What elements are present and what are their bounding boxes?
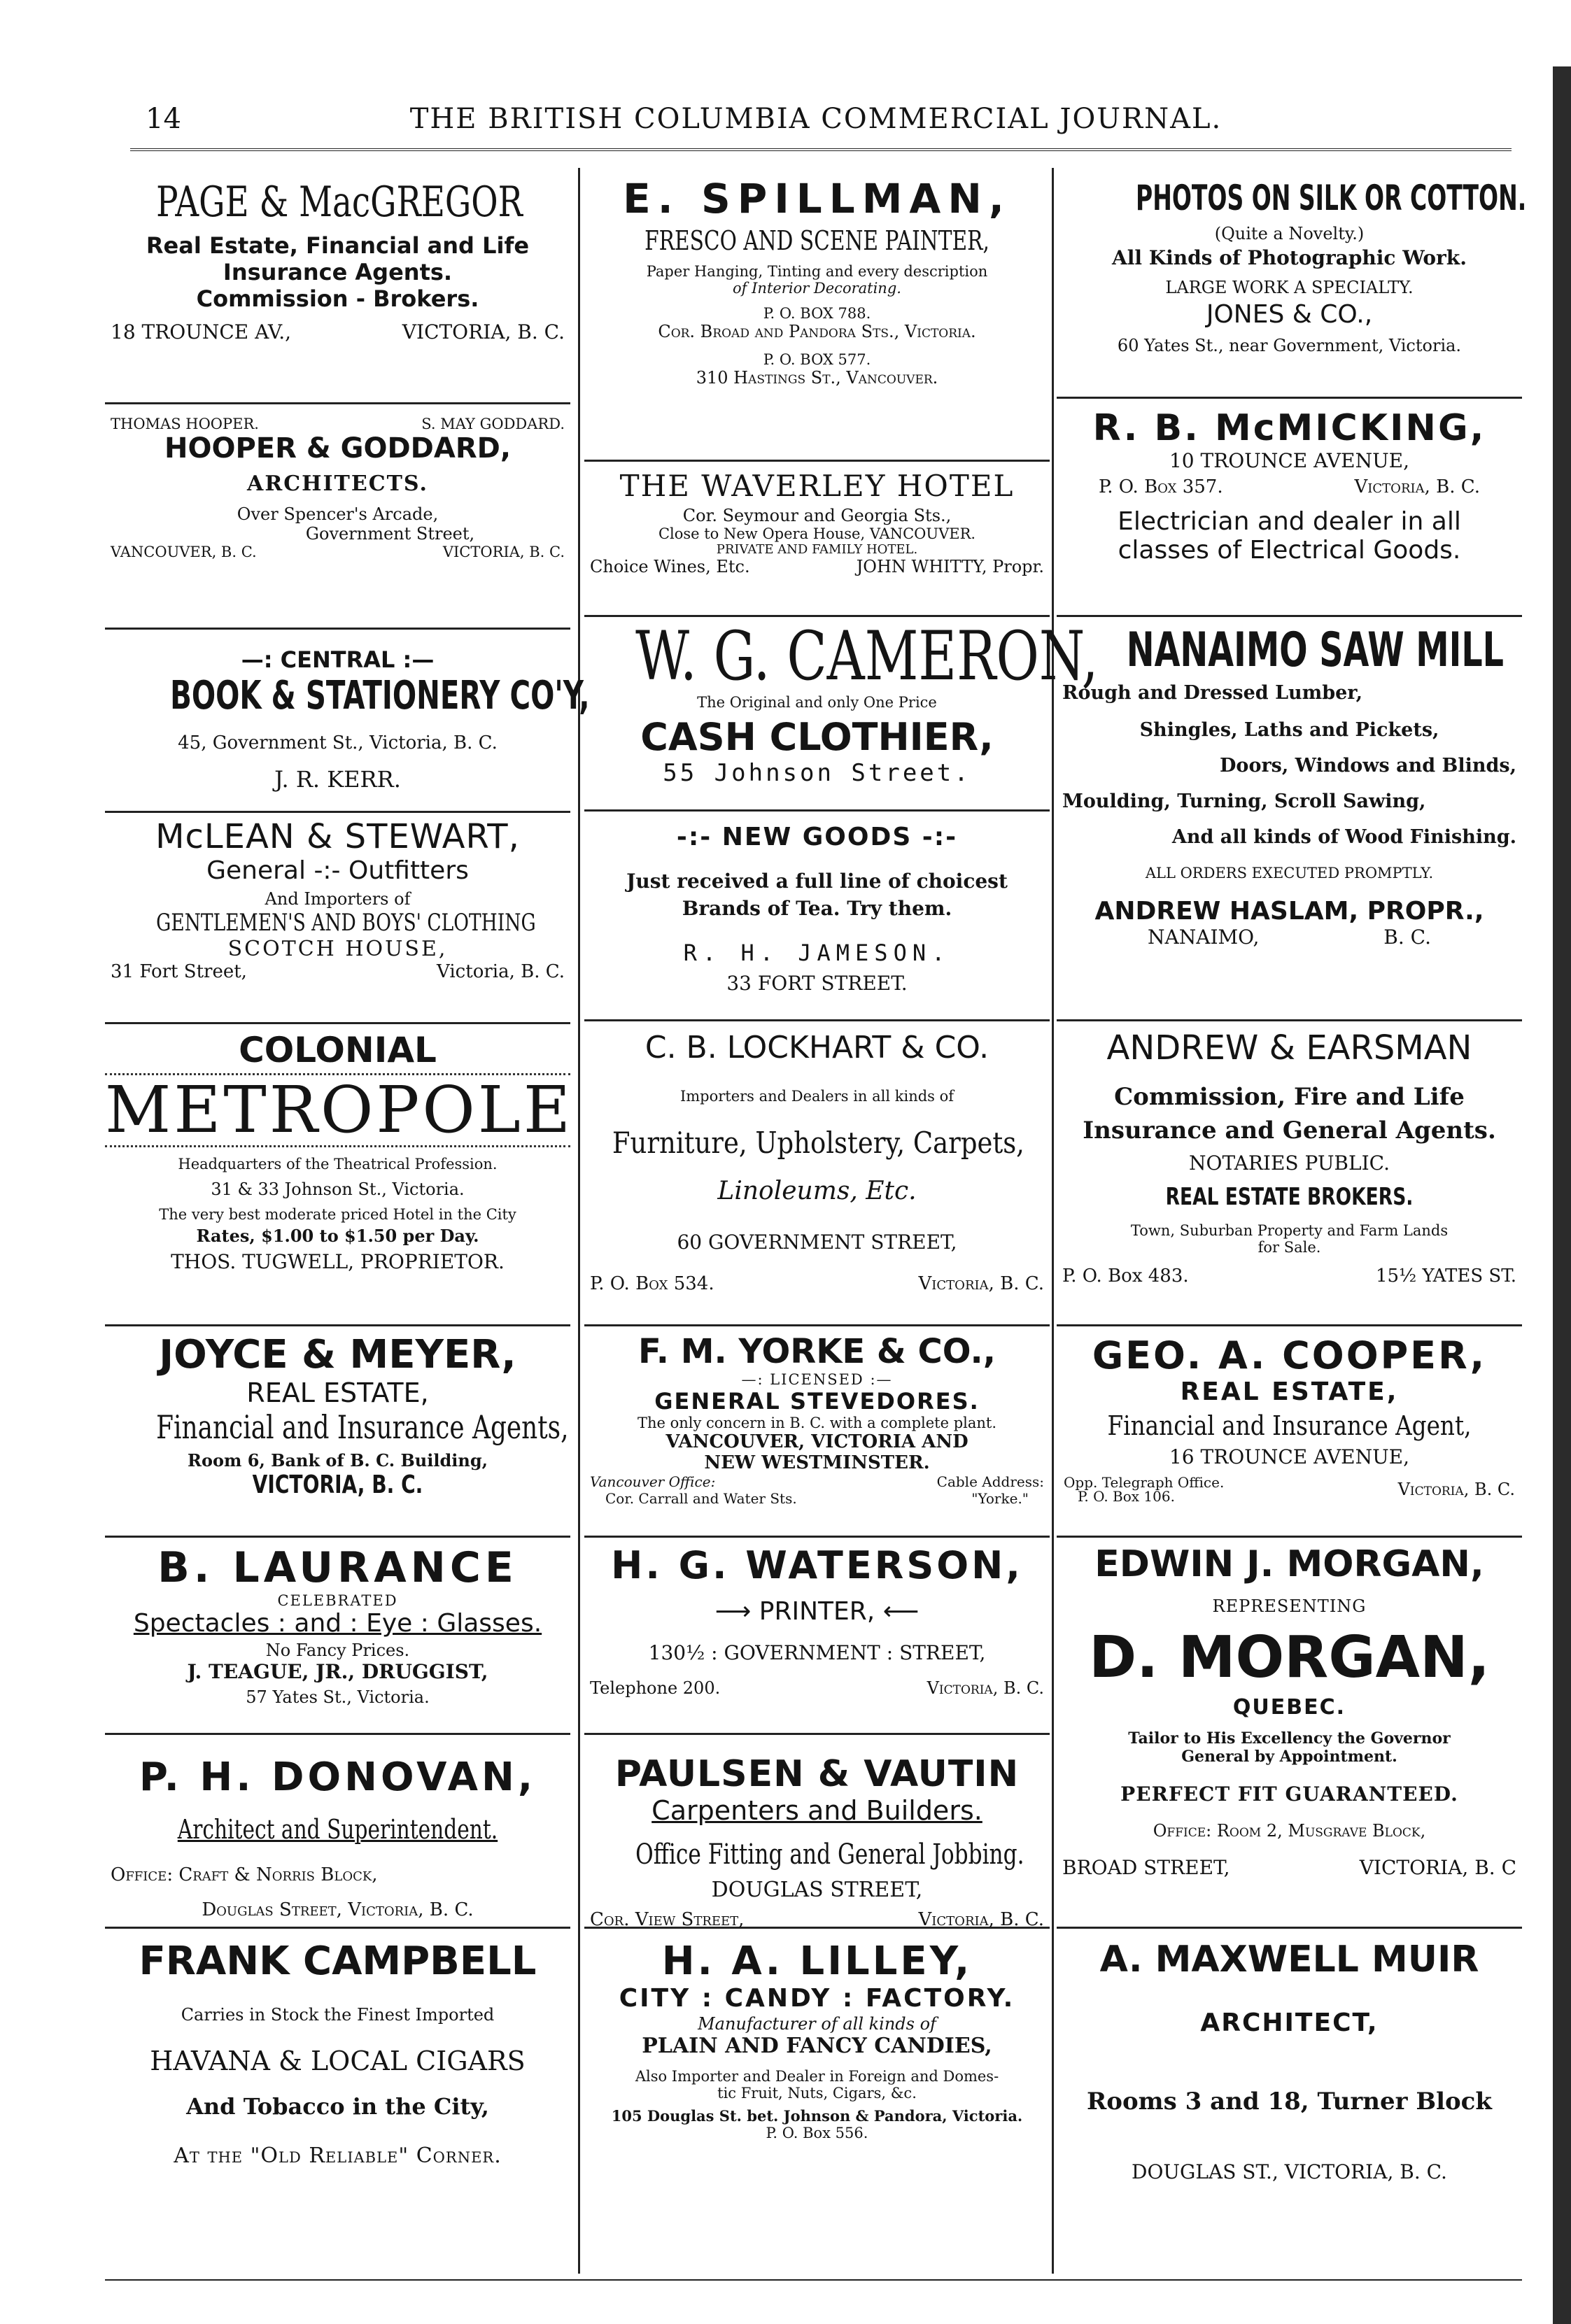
ad-line: Spectacles : and : Eye : Glasses.	[133, 1609, 542, 1638]
ad-address: 18 TROUNCE AV.,	[111, 320, 292, 343]
ad-line: Town, Suburban Property and Farm Lands	[1130, 1222, 1449, 1239]
ad-line: tic Fruit, Nuts, Cigars, &c.	[717, 2085, 917, 2102]
advertiser-name: JOYCE & MEYER,	[159, 1332, 516, 1377]
ad-line: And Tobacco in the City,	[186, 2093, 489, 2120]
ad-line: The only concern in B. C. with a complete plant.	[637, 1415, 997, 1431]
ad-line: CELEBRATED	[277, 1592, 398, 1609]
advertiser-name: HOOPER & GODDARD,	[164, 432, 512, 465]
ad-address: 55 Johnson Street.	[663, 759, 971, 787]
ad-line: Insurance and General Agents.	[1083, 1117, 1496, 1145]
ad-line: General -:- Outfitters	[206, 856, 469, 885]
ad-line: Architect and Superintendent.	[177, 1814, 498, 1845]
ad-nanaimo	[1057, 617, 1522, 1021]
ad-line: NEW WESTMINSTER.	[704, 1452, 930, 1473]
ad-line: Real Estate, Financial and Life	[146, 232, 530, 259]
ad-line: Carpenters and Builders.	[651, 1795, 982, 1826]
hotel-name: METROPOLE	[105, 1072, 573, 1147]
ad-donovan	[105, 1735, 570, 1929]
ad-address: Room 6, Bank of B. C. Building,	[188, 1450, 488, 1471]
ad-proprietor: JOHN WHITTY, Propr.	[856, 557, 1044, 576]
ad-mcmicking	[1057, 399, 1522, 617]
ad-address: 105 Douglas St. bet. Johnson & Pandora, Victoria.	[611, 2107, 1023, 2125]
ad-city: VICTORIA, B. C.	[252, 1471, 423, 1499]
ad-line: Over Spencer's Arcade,	[237, 504, 439, 524]
page-edge-bar	[1553, 66, 1571, 2324]
ad-address: 31 & 33 Johnson St., Victoria.	[211, 1179, 465, 1199]
ad-address: Rooms 3 and 18, Turner Block	[1087, 2088, 1492, 2116]
ad-line: And Importers of	[265, 889, 411, 909]
ad-line: Financial and Insurance Agents,	[156, 1408, 569, 1446]
ad-line: Electrician and dealer in all	[1118, 507, 1461, 536]
ad-photos	[1057, 168, 1527, 399]
ad-line: Just received a full line of choicest	[626, 870, 1008, 893]
ad-line: Rough and Dressed Lumber,	[1062, 682, 1362, 704]
ad-line: GENERAL STEVEDORES.	[654, 1388, 980, 1415]
advertiser-name: H. A. LILLEY,	[661, 1939, 973, 1984]
ad-line: The very best moderate priced Hotel in the City	[159, 1206, 516, 1223]
advertiser-name: BOOK & STATIONERY CO'Y,	[170, 673, 590, 718]
ad-colonial-metropole	[105, 1024, 573, 1326]
ad-address: 10 TROUNCE AVENUE,	[1169, 449, 1410, 472]
ad-province: B. C.	[1383, 926, 1431, 949]
advertiser-name: EDWIN J. MORGAN,	[1094, 1543, 1484, 1585]
column-left	[105, 168, 590, 2274]
ad-line: VANCOUVER, VICTORIA AND	[665, 1431, 968, 1452]
advertiser-name: PHOTOS ON SILK OR COTTON.	[1136, 178, 1527, 218]
printer-line	[584, 1597, 1050, 1626]
ad-lilley	[584, 1929, 1050, 2274]
ad-line: CITY : CANDY : FACTORY.	[619, 1984, 1015, 2013]
ad-city: Victoria, B. C.	[1354, 476, 1480, 497]
ad-line: Government Street,	[305, 524, 475, 544]
ad-line: of Interior Decorating.	[733, 280, 901, 297]
ad-line: ARCHITECT,	[1200, 2008, 1379, 2037]
ad-line: LARGE WORK A SPECIALTY.	[1165, 278, 1414, 297]
ad-proprietor: JONES & CO.,	[1206, 300, 1373, 329]
ad-laurance	[105, 1538, 570, 1735]
advertiser-name: H. G. WATERSON,	[611, 1543, 1023, 1587]
column-divider-right	[1052, 168, 1054, 2274]
ad-line: Insurance Agents.	[223, 259, 453, 285]
ad-cameron	[584, 617, 1099, 812]
ad-line: Linoleums, Etc.	[717, 1177, 917, 1205]
ad-address: DOUGLAS ST., VICTORIA, B. C.	[1132, 2160, 1447, 2183]
ad-line: QUEBEC.	[1232, 1695, 1346, 1720]
ad-line: REAL ESTATE,	[246, 1377, 429, 1408]
ad-line: NOTARIES PUBLIC.	[1189, 1152, 1390, 1175]
ad-line: Tailor to His Excellency the Governor	[1128, 1729, 1451, 1748]
ad-line: General by Appointment.	[1181, 1748, 1397, 1766]
ad-line: FRESCO AND SCENE PAINTER,	[644, 225, 989, 256]
ad-mclean-stewart	[105, 813, 570, 1024]
ad-address: 60 Yates St., near Government, Victoria.	[1117, 336, 1462, 355]
office-label: Vancouver Office:	[590, 1473, 716, 1490]
ad-line: Paper Hanging, Tinting and every description	[646, 263, 988, 280]
ad-line: Commission, Fire and Life	[1114, 1083, 1465, 1111]
column-right	[1057, 168, 1527, 2274]
column-divider-left	[578, 168, 580, 2274]
ad-earsman	[1057, 1021, 1522, 1326]
po-box: P. O. Box 556.	[766, 2125, 868, 2141]
ad-line: The Original and only One Price	[697, 694, 937, 711]
advertiser-name: THE WAVERLEY HOTEL	[619, 469, 1015, 503]
ad-line: And all kinds of Wood Finishing.	[1171, 826, 1516, 848]
ad-line: ALL ORDERS EXECUTED PROMPTLY.	[1145, 865, 1434, 881]
advertiser-name: E. SPILLMAN,	[623, 175, 1011, 222]
ad-proprietor: ANDREW HASLAM, PROPR.,	[1094, 897, 1484, 926]
ad-hooper-goddard	[105, 404, 570, 630]
telephone: Telephone 200.	[590, 1678, 721, 1698]
ad-line: All Kinds of Photographic Work.	[1112, 246, 1467, 269]
ad-proprietor: J. R. KERR.	[274, 766, 401, 793]
ad-line: Shingles, Laths and Pickets,	[1139, 719, 1439, 741]
ad-line: Rates, $1.00 to $1.50 per Day.	[196, 1226, 479, 1246]
ad-city: VICTORIA, B. C.	[402, 320, 565, 343]
ad-line: Commission - Brokers.	[196, 285, 479, 312]
ad-line: Also Importer and Dealer in Foreign and Domes-	[635, 2068, 999, 2085]
ad-city: VICTORIA, B. C.	[442, 544, 565, 560]
ad-line: Doors, Windows and Blinds,	[1220, 755, 1516, 777]
footer-rule	[105, 2279, 1522, 2281]
po-box: P. O. Box 106.	[1078, 1488, 1175, 1505]
ad-proprietor: THOS. TUGWELL, PROPRIETOR.	[171, 1250, 505, 1273]
advertiser-name: McLEAN & STEWART,	[155, 817, 520, 856]
ad-morgan	[1057, 1538, 1522, 1929]
ad-line: Opp. Telegraph Office.	[1064, 1474, 1225, 1491]
advertiser-name: P. H. DONOVAN,	[139, 1755, 537, 1800]
ad-paulsen	[584, 1735, 1050, 1929]
ad-line: GENTLEMEN'S AND BOYS' CLOTHING	[156, 909, 536, 937]
advertiser-name: -:- NEW GOODS -:-	[676, 823, 958, 851]
ad-line: for Sale.	[1257, 1239, 1321, 1256]
ad-campbell	[105, 1929, 570, 2274]
ad-address: BROAD STREET,	[1062, 1856, 1230, 1879]
po-box: P. O. BOX 788.	[763, 305, 871, 322]
ad-line: Furniture, Upholstery, Carpets,	[612, 1126, 1024, 1160]
ad-line: Manufacturer of all kinds of	[698, 2014, 936, 2034]
po-box: P. O. Box 483.	[1062, 1266, 1189, 1287]
ad-line: Carries in Stock the Finest Imported	[181, 2005, 495, 2025]
ad-line: PRIVATE AND FAMILY HOTEL.	[716, 542, 918, 557]
partner-name: THOMAS HOOPER.	[111, 416, 259, 432]
ad-line: No Fancy Prices.	[265, 1641, 410, 1660]
partner-name: S. MAY GODDARD.	[421, 416, 565, 432]
ad-address: 60 GOVERNMENT STREET,	[677, 1231, 957, 1254]
ad-city: Victoria, B. C.	[918, 1273, 1044, 1294]
advertiser-name: A. MAXWELL MUIR	[1099, 1939, 1479, 1981]
ad-line: Financial and Insurance Agent,	[1107, 1410, 1472, 1441]
po-box: P. O. BOX 577.	[763, 351, 871, 368]
ad-address: Douglas Street, Victoria, B. C.	[202, 1899, 474, 1920]
ad-address: Cor. Seymour and Georgia Sts.,	[682, 506, 952, 525]
ad-yorke	[584, 1326, 1050, 1538]
advertiser-name: R. B. McMICKING,	[1092, 407, 1486, 449]
ad-line: CASH CLOTHIER,	[640, 715, 994, 759]
advertiser-name: C. B. LOCKHART & CO.	[644, 1030, 989, 1065]
ad-address: 31 Fort Street,	[111, 961, 247, 982]
ad-line: PRINTER,	[759, 1597, 875, 1626]
advertiser-name: COLONIAL	[239, 1030, 437, 1070]
ad-address: Cor. Carrall and Water Sts.	[605, 1490, 797, 1507]
ad-line: HAVANA & LOCAL CIGARS	[150, 2046, 526, 2076]
ad-new-goods	[584, 812, 1050, 1021]
ad-line: Moulding, Turning, Scroll Sawing,	[1062, 791, 1426, 812]
ad-address: Office: Room 2, Musgrave Block,	[1153, 1821, 1426, 1841]
ad-page-macgregor	[105, 168, 570, 404]
ad-address: 310 Hastings St., Vancouver.	[696, 368, 938, 388]
advertiser-name: GEO. A. COOPER,	[1092, 1333, 1487, 1377]
advertiser-name: PAGE & MacGREGOR	[156, 178, 523, 227]
ad-spillman	[584, 168, 1050, 462]
ad-city: Victoria, B. C.	[918, 1909, 1044, 1930]
page-number: 14	[146, 103, 181, 135]
ad-joyce-meyer	[105, 1326, 570, 1538]
ad-line: Choice Wines, Etc.	[590, 557, 750, 576]
advertiser-name: ANDREW & EARSMAN	[1106, 1028, 1472, 1068]
ad-muir	[1057, 1929, 1522, 2274]
ad-cooper	[1057, 1326, 1522, 1538]
ad-address: Cor. View Street,	[590, 1909, 745, 1930]
po-box: P. O. Box 534.	[590, 1273, 714, 1294]
ad-city: NANAIMO,	[1148, 926, 1260, 949]
ad-lockhart	[584, 1021, 1050, 1326]
ad-address: 45, Government St., Victoria, B. C.	[178, 732, 498, 753]
ad-line: D. MORGAN,	[1089, 1624, 1490, 1691]
ad-line: REAL ESTATE,	[1180, 1377, 1399, 1406]
ad-line: SCOTCH HOUSE,	[227, 937, 448, 961]
cable-address: "Yorke."	[971, 1490, 1029, 1507]
ad-city: VICTORIA, B. C	[1359, 1856, 1516, 1879]
advertiser-name: PAULSEN & VAUTIN	[614, 1753, 1020, 1795]
ad-city: VANCOUVER, B. C.	[111, 544, 257, 560]
advertiser-name: B. LAURANCE	[157, 1543, 518, 1592]
advertiser-name: F. M. YORKE & CO.,	[638, 1332, 996, 1371]
ad-address: 57 Yates St., Victoria.	[246, 1687, 430, 1707]
ad-line: REAL ESTATE BROKERS.	[1165, 1183, 1414, 1211]
ad-line: —: LICENSED :—	[741, 1371, 893, 1388]
ad-waverley	[584, 462, 1050, 617]
ad-address: 33 FORT STREET.	[726, 972, 908, 995]
ad-address: 130½ : GOVERNMENT : STREET,	[648, 1641, 986, 1664]
page-header	[130, 103, 1502, 145]
arrow-left-icon: ⟵	[882, 1597, 920, 1626]
ad-city: Victoria, B. C.	[1397, 1480, 1515, 1499]
ad-city: Victoria, B. C.	[437, 961, 565, 982]
ad-line: Importers and Dealers in all kinds of	[679, 1088, 954, 1105]
ad-line: REPRESENTING	[1212, 1596, 1367, 1616]
ad-address: DOUGLAS STREET,	[711, 1878, 923, 1902]
header-rule	[130, 148, 1512, 151]
ad-address: Cor. Broad and Pandora Sts., Victoria.	[658, 322, 976, 341]
ad-proprietor: J. TEAGUE, JR., DRUGGIST,	[187, 1660, 488, 1683]
advertiser-name: W. G. CAMERON,	[635, 617, 1099, 695]
po-box: P. O. Box 357.	[1099, 476, 1223, 497]
ad-line: PLAIN AND FANCY CANDIES,	[642, 2034, 992, 2058]
ad-line: PERFECT FIT GUARANTEED.	[1120, 1783, 1458, 1806]
arrow-right-icon: ⟶	[714, 1597, 752, 1626]
journal-title: THE BRITISH COLUMBIA COMMERCIAL JOURNAL.	[409, 103, 1223, 135]
ad-line: (Quite a Novelty.)	[1214, 224, 1365, 243]
ad-line: ARCHITECTS.	[247, 472, 428, 496]
ad-address: Office: Craft & Norris Block,	[111, 1864, 378, 1885]
ad-line: —: CENTRAL :—	[241, 646, 435, 673]
cable-label: Cable Address:	[936, 1473, 1044, 1490]
ad-address: 16 TROUNCE AVENUE,	[1169, 1445, 1410, 1468]
ad-line: Office Fitting and General Jobbing.	[635, 1838, 1024, 1871]
ad-line: classes of Electrical Goods.	[1118, 536, 1461, 565]
ad-line: Close to New Opera House, VANCOUVER.	[658, 525, 976, 542]
column-center	[584, 168, 1099, 2274]
ad-waterson	[584, 1538, 1050, 1735]
ad-address: At the "Old Reliable" Corner.	[174, 2144, 502, 2168]
ad-central-book	[105, 630, 590, 813]
advertiser-name: FRANK CAMPBELL	[139, 1939, 537, 1984]
ad-address: 15½ YATES ST.	[1375, 1266, 1516, 1287]
ad-city: Victoria, B. C.	[927, 1678, 1044, 1698]
ad-line: Headquarters of the Theatrical Profession.	[178, 1156, 498, 1172]
ad-line: Brands of Tea. Try them.	[682, 897, 952, 920]
ad-proprietor: R. H. JAMESON.	[683, 940, 951, 966]
advertiser-name: NANAIMO SAW MILL	[1126, 623, 1505, 678]
